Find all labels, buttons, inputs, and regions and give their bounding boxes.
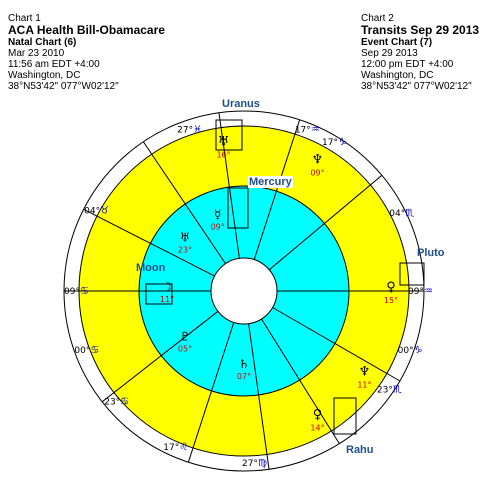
cusp-degree-label: 27° bbox=[177, 125, 194, 136]
transit-planet-glyph: ♆ bbox=[358, 364, 371, 380]
cusp-sign-glyph: ♒ bbox=[310, 124, 320, 136]
chart2-coords: 38°N53'42" 077°W02'12" bbox=[361, 81, 472, 92]
chart2-place: Washington, DC bbox=[361, 70, 434, 81]
chart1-heading: Chart 1 bbox=[8, 13, 41, 24]
center-circle bbox=[211, 258, 277, 324]
natal-degree-label: 09° bbox=[210, 222, 225, 232]
chart1-coords: 38°N53'42" 077°W02'12" bbox=[8, 81, 119, 92]
cusp-sign-glyph: ♏ bbox=[405, 207, 415, 219]
natal-planet-glyph: ☿ bbox=[213, 207, 222, 222]
rahu-label: Rahu bbox=[346, 444, 374, 456]
cusp-degree-label: 04° bbox=[389, 208, 406, 219]
chart1-time: 11:56 am EDT +4:00 bbox=[8, 59, 100, 70]
cusp-sign-glyph: ♏ bbox=[392, 384, 402, 396]
cusp-sign-glyph: ♌ bbox=[179, 441, 189, 453]
natal-planet-glyph: ☽ bbox=[161, 280, 173, 294]
cusp-sign-glyph: ♋ bbox=[90, 344, 100, 356]
cusp-sign-glyph: ♉ bbox=[100, 205, 110, 217]
cusp-sign-glyph: ♍ bbox=[258, 457, 267, 469]
transit-degree-label: 14° bbox=[310, 423, 325, 433]
mercury-label: Mercury bbox=[249, 176, 292, 188]
chart1-title: ACA Health Bill-Obamacare bbox=[8, 23, 165, 37]
cusp-degree-label: 23° bbox=[376, 385, 393, 396]
pluto-label: Pluto bbox=[417, 247, 445, 259]
transit-degree-label: 09° bbox=[310, 168, 325, 178]
chart2-heading: Chart 2 bbox=[361, 13, 394, 24]
transit-planet-glyph: ♆ bbox=[311, 152, 324, 168]
cusp-degree-label: 17° bbox=[294, 125, 311, 136]
natal-degree-label: 11° bbox=[159, 295, 175, 304]
chart1-place: Washington, DC bbox=[8, 70, 81, 81]
chart2-title: Transits Sep 29 2013 bbox=[361, 23, 480, 37]
cusp-sign-glyph: ♒ bbox=[424, 286, 433, 297]
cusp-degree-label: 23° bbox=[104, 397, 121, 408]
transit-degree-label: 15° bbox=[383, 296, 399, 305]
cusp-sign-glyph: ♋ bbox=[120, 396, 130, 408]
cusp-degree-label: 27° bbox=[242, 458, 258, 469]
cusp-sign-glyph: ♓ bbox=[193, 124, 203, 136]
natal-planet-glyph: ♅ bbox=[179, 230, 191, 245]
transit-degree-label: 16° bbox=[216, 150, 231, 160]
cusp-degree-label: 04° bbox=[84, 206, 101, 217]
natal-planet-glyph: ♇ bbox=[179, 329, 191, 344]
transit-planet-glyph: ♀ bbox=[386, 280, 396, 295]
moon-label: Moon bbox=[136, 262, 166, 274]
chart1-type: Natal Chart (6) bbox=[8, 37, 77, 48]
natal-planet-glyph: ♄ bbox=[238, 357, 250, 371]
natal-degree-label: 23° bbox=[177, 245, 193, 255]
uranus-label: Uranus bbox=[222, 98, 260, 110]
natal-degree-label: 05° bbox=[177, 344, 193, 354]
chart2-type: Event Chart (7) bbox=[361, 37, 433, 48]
cusp-degree-label: 17° bbox=[163, 442, 180, 453]
transit-planet-glyph: ♅ bbox=[217, 134, 230, 150]
chart1-date: Mar 23 2010 bbox=[8, 48, 65, 59]
chart2-date: Sep 29 2013 bbox=[361, 48, 418, 59]
natal-degree-label: 07° bbox=[236, 372, 252, 381]
cusp-sign-glyph: ♑ bbox=[338, 137, 347, 149]
chart2-time: 12:00 pm EDT +4:00 bbox=[361, 59, 454, 70]
cusp-sign-glyph: ♑ bbox=[413, 344, 423, 356]
cusp-degree-label: 17° bbox=[322, 138, 338, 149]
cusp-degree-label: 00° bbox=[397, 345, 414, 356]
cusp-degree-label: 00° bbox=[74, 345, 91, 356]
cusp-degree-label: 09° bbox=[64, 287, 80, 297]
cusp-degree-label: 09° bbox=[408, 287, 424, 297]
transit-planet-glyph: ♀ bbox=[312, 407, 323, 423]
cusp-sign-glyph: ♋ bbox=[80, 286, 89, 297]
transit-degree-label: 11° bbox=[357, 380, 372, 390]
